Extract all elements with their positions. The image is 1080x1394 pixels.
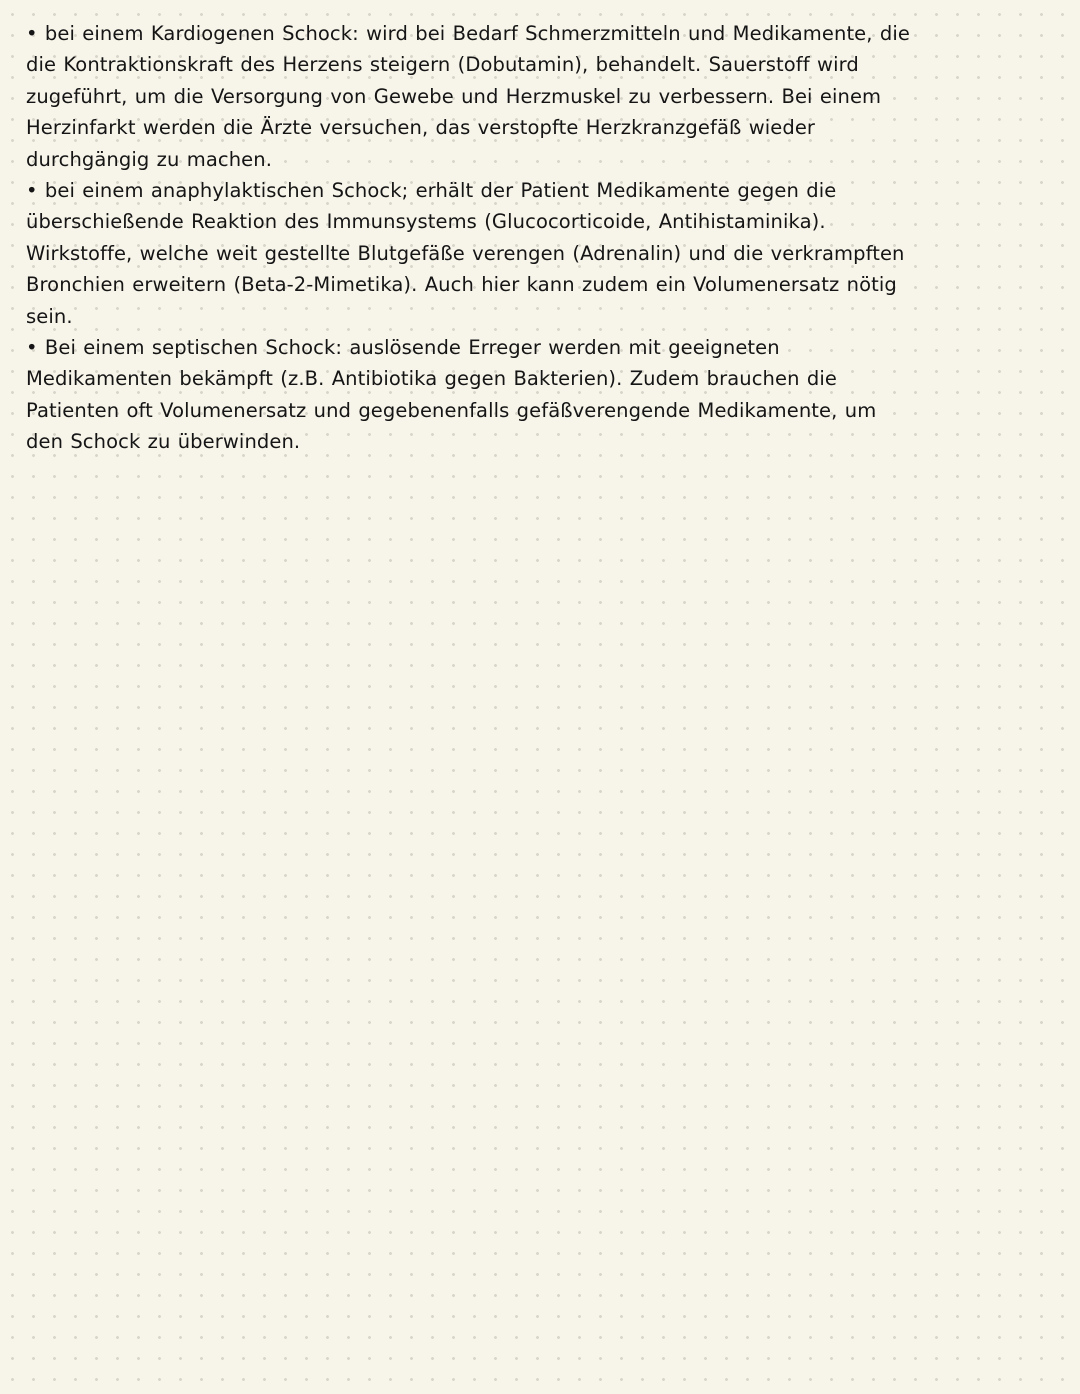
note-line: Herzinfarkt werden die Ärzte versuchen, das verstopfte Herzkranzgefäß wieder [26,116,816,140]
note-line: sein. [26,304,73,328]
note-line: • Bei einem septischen Schock: auslösende Erreger werden mit geeigneten [26,336,780,360]
note-line: durchgängig zu machen. [26,147,273,171]
note-line: Bronchien erweitern (Beta-2-Mimetika). Auch hier kann zudem ein Volumenersatz nötig [26,273,897,297]
note-line: Wirkstoffe, welche weit gestellte Blutgefäße verengen (Adrenalin) und die verkrampften [26,241,905,265]
note-line: die Kontraktionskraft des Herzens steigern (Dobutamin), behandelt. Sauerstoff wird [26,53,859,77]
note-line: • bei einem anaphylaktischen Schock; erhält der Patient Medikamente gegen die [26,179,837,203]
note-line: überschießende Reaktion des Immunsystems (Glucocorticoide, Antihistaminika). [26,210,826,234]
note-line: zugeführt, um die Versorgung von Gewebe und Herzmuskel zu verbessern. Bei einem [26,84,882,108]
handwritten-note-text [26,18,926,458]
note-line: Medikamenten bekämpft (z.B. Antibiotika gegen Bakterien). Zudem brauchen die [26,367,837,391]
note-line: den Schock zu überwinden. [26,430,301,454]
note-line: Patienten oft Volumenersatz und gegebenenfalls gefäßverengende Medikamente, um [26,398,877,422]
note-line: • bei einem Kardiogenen Schock: wird bei Bedarf Schmerzmitteln und Medikamente, die [26,22,910,45]
